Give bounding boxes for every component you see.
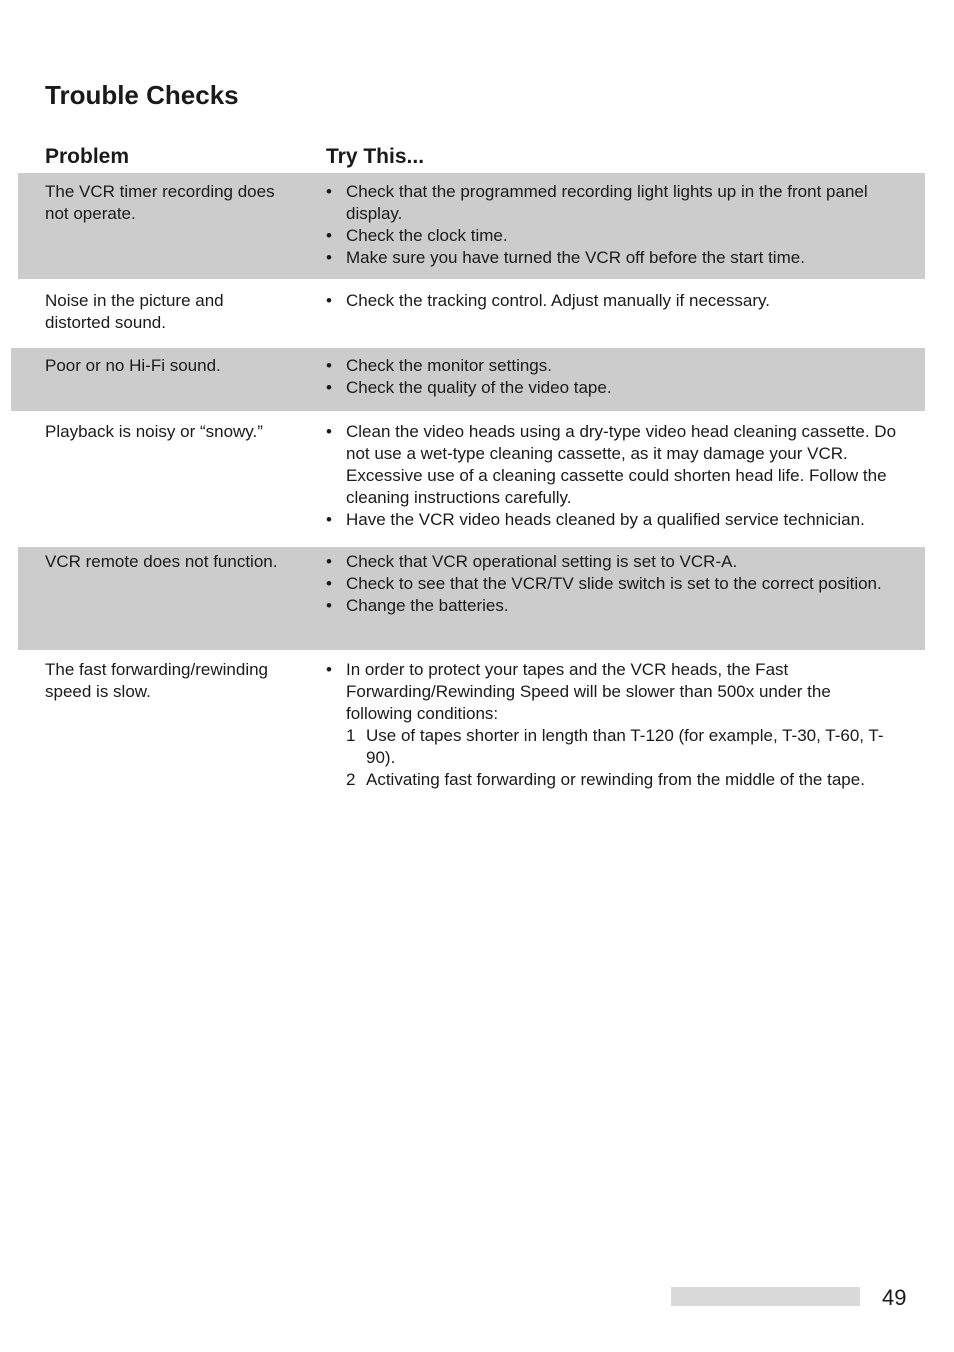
condition-item [346, 769, 901, 791]
solution-list [326, 355, 901, 399]
solution-text: Check the monitor settings. [346, 356, 552, 375]
solution-item [326, 377, 901, 399]
solution-text: Check the quality of the video tape. [346, 378, 612, 397]
trouble-row [18, 547, 925, 650]
condition-text: Activating fast forwarding or rewinding from the middle of the tape. [366, 770, 865, 789]
bullet-icon: • [326, 291, 332, 310]
solution-item [326, 290, 901, 312]
solution-list [326, 290, 901, 312]
solution-list [326, 181, 901, 269]
problem-text: Poor or no Hi-Fi sound. [45, 356, 221, 375]
bullet-icon: • [326, 226, 332, 245]
bullet-icon: • [326, 660, 332, 679]
solution-text: Have the VCR video heads cleaned by a qualified service technician. [346, 510, 865, 529]
trouble-row [18, 279, 925, 348]
problem-text: VCR remote does not function. [45, 552, 278, 571]
problem-text: Playback is noisy or “snowy.” [45, 422, 263, 441]
solution-text: Check the clock time. [346, 226, 508, 245]
solution-item [326, 573, 901, 595]
solution-item [326, 509, 901, 531]
solution-text: Check to see that the VCR/TV slide switch is set to the correct position. [346, 574, 882, 593]
problem-column-header: Problem [45, 145, 130, 168]
condition-list [346, 725, 901, 791]
solution-text: Check that the programmed recording light lights up in the front panel display. [346, 182, 868, 223]
condition-text: Use of tapes shorter in length than T-120 (for example, T-30, T-60, T-90). [366, 726, 884, 767]
solution-list [326, 421, 901, 531]
bullet-icon: • [326, 574, 332, 593]
solution-text: Change the batteries. [346, 596, 509, 615]
solution-item [326, 595, 901, 617]
condition-number: 2 [346, 770, 356, 789]
condition-item [346, 725, 901, 769]
solution-item [326, 225, 901, 247]
bullet-icon: • [326, 248, 332, 267]
trouble-row [18, 411, 925, 547]
solution-text: In order to protect your tapes and the VCR heads, the Fast Forwarding/Rewinding Speed will be slower than 500x under the following conditions: [346, 660, 831, 723]
solution-item [326, 247, 901, 269]
bullet-icon: • [326, 378, 332, 397]
solution-list [326, 551, 901, 617]
solution-item [326, 659, 901, 791]
bullet-icon: • [326, 182, 332, 201]
solution-list [326, 659, 901, 791]
problem-text: The VCR timer recording does not operate. [45, 182, 275, 223]
solution-text: Check that VCR operational setting is set to VCR-A. [346, 552, 738, 571]
trouble-row [18, 650, 925, 800]
solution-text: Make sure you have turned the VCR off before the start time. [346, 248, 805, 267]
solution-text: Clean the video heads using a dry-type video head cleaning cassette. Do not use a wet-type cleaning cassette, as it may damage your VCR. Excessive use of a cleaning cassette could shorten head life. Follow the cleaning instructions carefully. [346, 422, 897, 507]
condition-number: 1 [346, 726, 356, 745]
solution-item [326, 181, 901, 225]
solution-item [326, 421, 901, 509]
bullet-icon: • [326, 596, 332, 615]
page-title: Trouble Checks [45, 80, 239, 110]
page-number: 49 [882, 1285, 907, 1310]
trouble-row [18, 173, 925, 279]
try-this-column-header: Try This... [326, 145, 425, 168]
bullet-icon: • [326, 422, 332, 441]
trouble-row [11, 348, 925, 411]
solution-item [326, 551, 901, 573]
footer-bar [671, 1287, 860, 1306]
problem-text: Noise in the picture and distorted sound. [45, 291, 224, 332]
solution-item [326, 355, 901, 377]
bullet-icon: • [326, 510, 332, 529]
solution-text: Check the tracking control. Adjust manually if necessary. [346, 291, 770, 310]
bullet-icon: • [326, 552, 332, 571]
problem-text: The fast forwarding/rewinding speed is slow. [45, 660, 269, 701]
bullet-icon: • [326, 356, 332, 375]
